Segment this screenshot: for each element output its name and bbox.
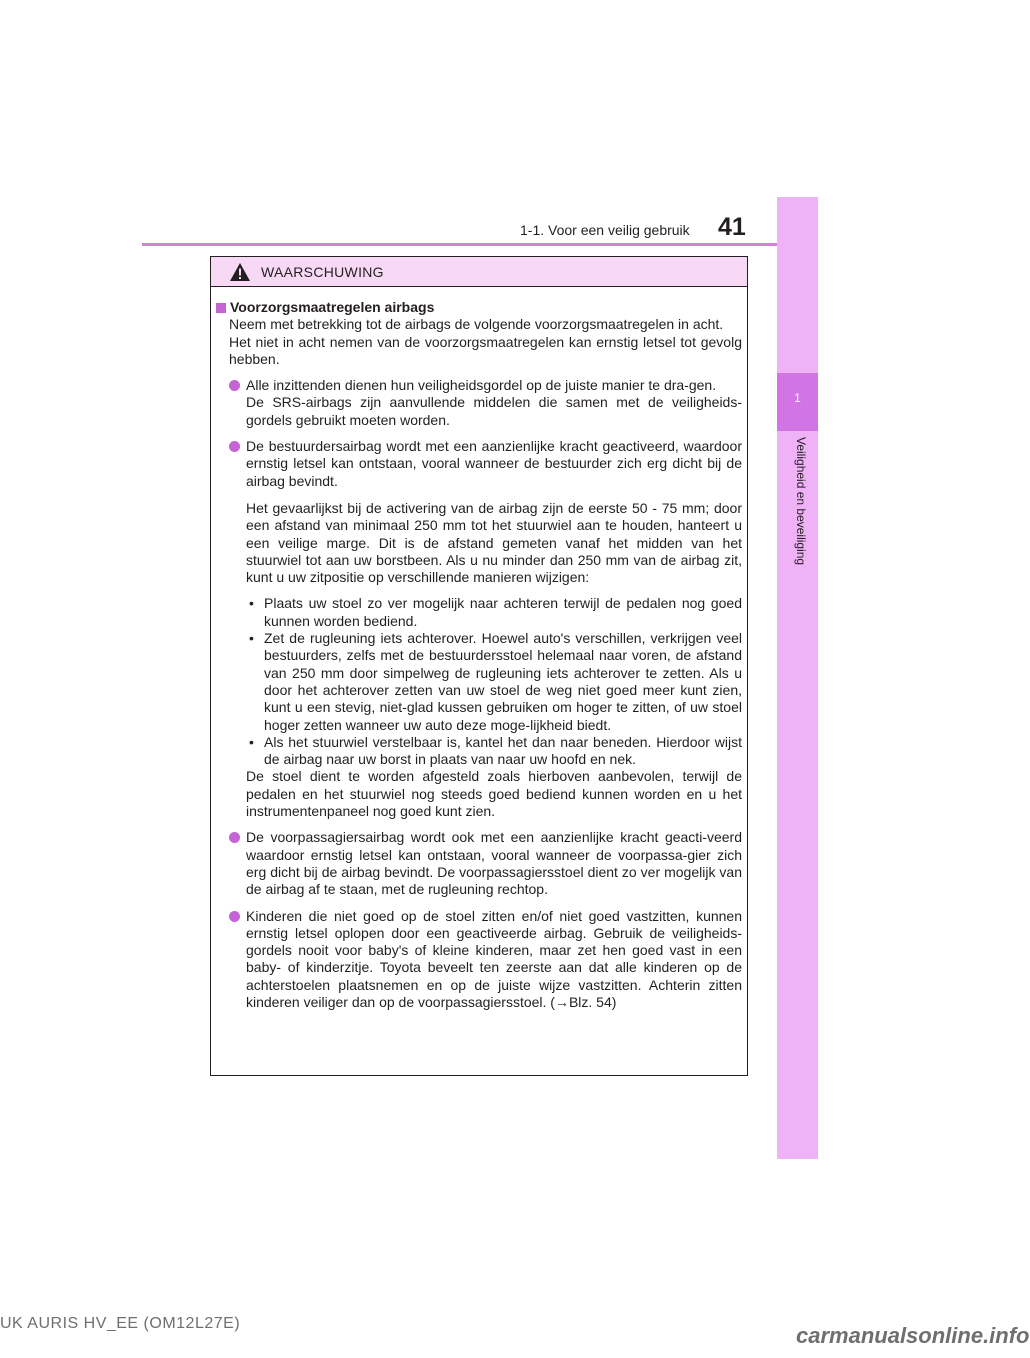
list-item bbox=[216, 438, 742, 490]
list-item bbox=[216, 377, 742, 429]
header-rule bbox=[142, 243, 818, 246]
paragraph: Het niet in acht nemen van de voorzorgsmaatregelen kan ernstig letsel tot gevolg hebben. bbox=[229, 333, 742, 367]
side-tab-label: Veiligheid en beveiliging bbox=[794, 437, 808, 566]
sub-bullet-text: Zet de rugleuning iets achterover. Hoewel auto's verschillen, verkrijgen veel bestuurders, zelfs met de bestuurdersstoel helemaal naar voren, de afstand van 250 mm door simpelweg de rugleuning iets achterover te zetten. Als u door het achterover zetten van uw stoel de weg niet goed meer kunt zien, kunt u een stevig, niet-glad kussen gebruiken om hoger te zitten, of uw stoel hoger zetten wanneer uw auto deze moge-lijkheid biedt. bbox=[264, 630, 742, 733]
warning-title-text: Voorzorgsmaatregelen airbags bbox=[230, 299, 435, 315]
sub-bullet bbox=[216, 734, 742, 769]
warning-box bbox=[210, 256, 748, 1076]
paragraph: Neem met betrekking tot de airbags de volgende voorzorgsmaatregelen in acht. bbox=[229, 316, 724, 333]
list-item-text: De SRS-airbags zijn aanvullende middelen die samen met de veiligheids-gordels gebruikt moeten worden. bbox=[246, 394, 742, 428]
warning-heading: WAARSCHUWING bbox=[261, 263, 384, 280]
dot-bullet-icon: • bbox=[249, 630, 254, 647]
dot-bullet-icon: • bbox=[249, 733, 254, 750]
sub-bullet-text: Als het stuurwiel verstelbaar is, kantel het dan naar beneden. Hierdoor wijst de airbag naar uw borst in plaats van naar uw hoofd en nek. bbox=[264, 733, 742, 768]
sub-bullet bbox=[216, 630, 742, 734]
list-item-text: Kinderen die niet goed op de stoel zitten en/of niet goed vastzitten, kunnen ernstig letsel oplopen door een geactiveerde airbag. Gebruik de veiligheids-gordels nooit voor baby's of kleine kinderen, maar zet hen goed vast in een baby- of kinderzitje. Toyota beveelt ten zeerste aan dat alle kinderen op de achterstoelen plaatsnemen en op de juiste wijze vastzitten. Achterin zitten kinderen veiliger dan op de voorpassagiersstoel. (→Blz. 54) bbox=[246, 907, 742, 1010]
sub-paragraph: De stoel dient te worden afgesteld zoals hierboven aanbevolen, terwijl de pedalen en het stuurwiel nog steeds goed bediend kunnen worden en u het instrumentenpaneel nog goed kunt zien. bbox=[246, 768, 742, 820]
list-item bbox=[216, 829, 742, 898]
watermark-left: UK AURIS HV_EE (OM12L27E) bbox=[0, 1315, 241, 1332]
square-bullet-icon bbox=[216, 303, 226, 313]
warning-title bbox=[216, 299, 742, 316]
warning-body bbox=[211, 287, 747, 1011]
circle-bullet-icon bbox=[229, 441, 240, 452]
section-title: 1-1. Voor een veilig gebruik bbox=[520, 222, 690, 238]
warning-triangle-icon bbox=[229, 262, 251, 282]
list-item-text: De bestuurdersairbag wordt met een aanzienlijke kracht geactiveerd, waardoor ernstig letsel kan ontstaan, vooral wanneer de bestuurder zich erg dicht bij de airbag bevindt. bbox=[246, 438, 742, 489]
page-number: 41 bbox=[718, 213, 746, 241]
list-item-text: Alle inzittenden dienen hun veiligheidsgordel op de juiste manier te dra-gen. bbox=[246, 377, 717, 394]
sub-bullet bbox=[216, 595, 742, 630]
dot-bullet-icon: • bbox=[249, 595, 254, 612]
watermark-logo: carmanualsonline.info bbox=[796, 1323, 1030, 1348]
list-item bbox=[216, 908, 742, 1012]
circle-bullet-icon bbox=[229, 832, 240, 843]
circle-bullet-icon bbox=[229, 380, 240, 391]
list-item-text: De voorpassagiersairbag wordt ook met een aanzienlijke kracht geacti-veerd waardoor ernstig letsel kan ontstaan, vooral wanneer de voorpassa-gier zich erg dicht bij de airbag bevindt. De voorpassagiersstoel dient zo ver mogelijk van de airbag af te staan, met de rugleuning rechtop. bbox=[246, 829, 742, 898]
sub-paragraph: Het gevaarlijkst bij de activering van de airbag zijn de eerste 50 - 75 mm; door een afstand van minimaal 250 mm tot het stuurwiel aan te houden, hanteert u een veilige marge. Dit is de afstand gemeten vanaf het midden van het stuurwiel tot aan uw borstbeen. Als u nu minder dan 250 mm van de airbag zit, kunt u uw zitpositie op verschillende manieren wijzigen: bbox=[246, 499, 742, 586]
side-tab bbox=[777, 197, 818, 1159]
warning-header bbox=[211, 257, 747, 287]
circle-bullet-icon bbox=[229, 911, 240, 922]
side-tab-chapter: 1 bbox=[794, 391, 801, 405]
sub-bullet-text: Plaats uw stoel zo ver mogelijk naar achteren terwijl de pedalen nog goed kunnen worden bediend. bbox=[264, 595, 742, 629]
